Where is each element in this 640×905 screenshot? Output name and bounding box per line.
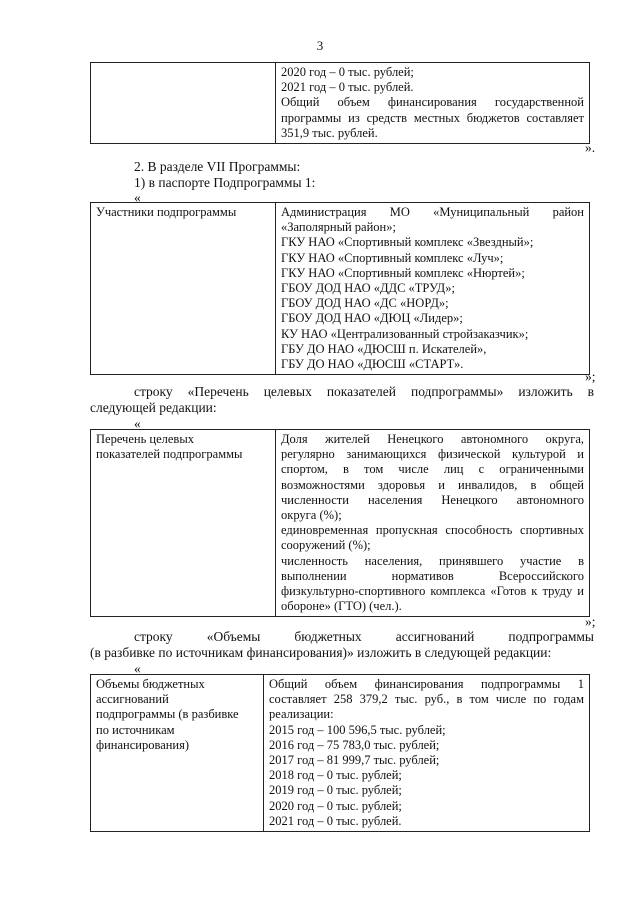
participant-line: ГБОУ ДОД НАО «ДДС «ТРУД»; xyxy=(281,281,455,296)
participants-label-cell xyxy=(91,203,276,375)
indicators-label: показателей подпрограммы xyxy=(96,447,243,462)
budget-line: 2015 год – 100 596,5 тыс. рублей; xyxy=(269,722,446,737)
participant-line: «Заполярный район»; xyxy=(281,220,396,235)
table1-line: Общий объем финансирования государственной xyxy=(281,95,584,110)
budget-text-cell xyxy=(264,675,590,832)
table1-line: 2020 год – 0 тыс. рублей; xyxy=(281,65,414,79)
participant-line: ГБУ ДО НАО «ДЮСШ п. Искателей», xyxy=(281,341,487,356)
participant-line: ГКУ НАО «Спортивный комплекс «Луч»; xyxy=(281,250,504,265)
participant-line: КУ НАО «Централизованный стройзаказчик»; xyxy=(281,326,529,341)
indicator-line: округа (%); xyxy=(281,508,342,523)
budget-line: 2020 год – 0 тыс. рублей; xyxy=(269,798,402,813)
indicators-label-cell xyxy=(91,430,276,617)
participants-list-cell xyxy=(276,203,590,375)
budget-line: Общий объем финансирования подпрограммы 1 xyxy=(269,677,584,691)
participant-line: ГБОУ ДОД НАО «ДЮЦ «Лидер»; xyxy=(281,311,463,326)
indicator-line: спортом, в том числе лиц с ограниченными xyxy=(281,462,584,477)
indicator-line: физкультурно-спортивного комплекса «Готов к труду и xyxy=(281,584,584,599)
paragraph-targets-line: строку «Перечень целевых показателей подпрограммы» изложить в xyxy=(134,384,594,399)
indicator-line: возможностями здоровья и инвалидов, в общей xyxy=(281,477,584,492)
table1-right-cell xyxy=(276,63,590,144)
indicator-line: обороне» (ГТО) (чел.). xyxy=(281,599,402,614)
budget-line: 2019 год – 0 тыс. рублей; xyxy=(269,783,402,798)
participants-label: Участники подпрограммы xyxy=(96,205,237,219)
sub-heading: 1) в паспорте Подпрограммы 1: xyxy=(134,175,316,190)
close-quote-2: »; xyxy=(585,369,596,384)
open-quote-2: « xyxy=(134,416,141,431)
page-number: 3 xyxy=(316,38,324,53)
indicator-line: регулярно занимающихся физической культурой и xyxy=(281,447,584,462)
budget-line: составляет 258 379,2 тыс. руб., в том числе по годам xyxy=(269,692,584,707)
table1-line: 2021 год – 0 тыс. рублей. xyxy=(281,80,414,95)
table1-line: программы из средств местных бюджетов составляет xyxy=(281,110,584,125)
budget-label: финансирования) xyxy=(96,737,190,752)
close-quote-1: ». xyxy=(585,140,596,155)
indicator-line: единовременная пропускная способность спортивных xyxy=(281,523,584,538)
budget-line: 2021 год – 0 тыс. рублей. xyxy=(269,813,402,828)
budget-label: по источникам xyxy=(96,722,175,737)
paragraph-targets-line: следующей редакции: xyxy=(90,400,217,415)
participant-line: Администрация МО «Муниципальный район xyxy=(281,205,584,219)
participant-line: ГБУ ДО НАО «ДЮСШ «СТАРТ». xyxy=(281,357,464,372)
close-quote-3: »; xyxy=(585,614,596,629)
table-target-indicators xyxy=(90,429,590,617)
participant-line: ГКУ НАО «Спортивный комплекс «Звездный»; xyxy=(281,235,534,250)
indicator-line: сооружений (%); xyxy=(281,538,371,553)
indicator-line: численность населения, принявшего участие в xyxy=(281,553,584,568)
table1-left-cell xyxy=(91,63,276,144)
indicator-line: выполнении нормативов Всероссийского xyxy=(281,568,584,583)
budget-line: реализации: xyxy=(269,707,334,722)
participant-line: ГБОУ ДОД НАО «ДС «НОРД»; xyxy=(281,296,449,311)
table-budget-allocations xyxy=(90,674,590,832)
section-heading: 2. В разделе VII Программы: xyxy=(134,159,301,174)
indicators-label: Перечень целевых xyxy=(96,432,194,446)
indicators-text-cell xyxy=(276,430,590,617)
budget-label-cell xyxy=(91,675,264,832)
budget-label: ассигнований xyxy=(96,692,169,707)
open-quote-3: « xyxy=(134,661,141,676)
participant-line: ГКУ НАО «Спортивный комплекс «Нюртей»; xyxy=(281,265,525,280)
budget-label: Объемы бюджетных xyxy=(96,677,205,691)
paragraph-budget-line: строку «Объемы бюджетных ассигнований подпрограммы xyxy=(134,629,594,644)
open-quote-1: « xyxy=(134,190,141,205)
table-funding-continuation xyxy=(90,62,590,144)
budget-line: 2017 год – 81 999,7 тыс. рублей; xyxy=(269,753,440,768)
table1-line: 351,9 тыс. рублей. xyxy=(281,125,378,140)
budget-line: 2018 год – 0 тыс. рублей; xyxy=(269,768,402,783)
indicator-line: численности населения Ненецкого автономного xyxy=(281,492,584,507)
indicator-line: Доля жителей Ненецкого автономного округа, xyxy=(281,432,584,446)
budget-line: 2016 год – 75 783,0 тыс. рублей; xyxy=(269,737,440,752)
paragraph-budget-line: (в разбивке по источникам финансирования)» изложить в следующей редакции: xyxy=(90,645,552,660)
table-participants xyxy=(90,202,590,375)
budget-label: подпрограммы (в разбивке xyxy=(96,707,239,722)
